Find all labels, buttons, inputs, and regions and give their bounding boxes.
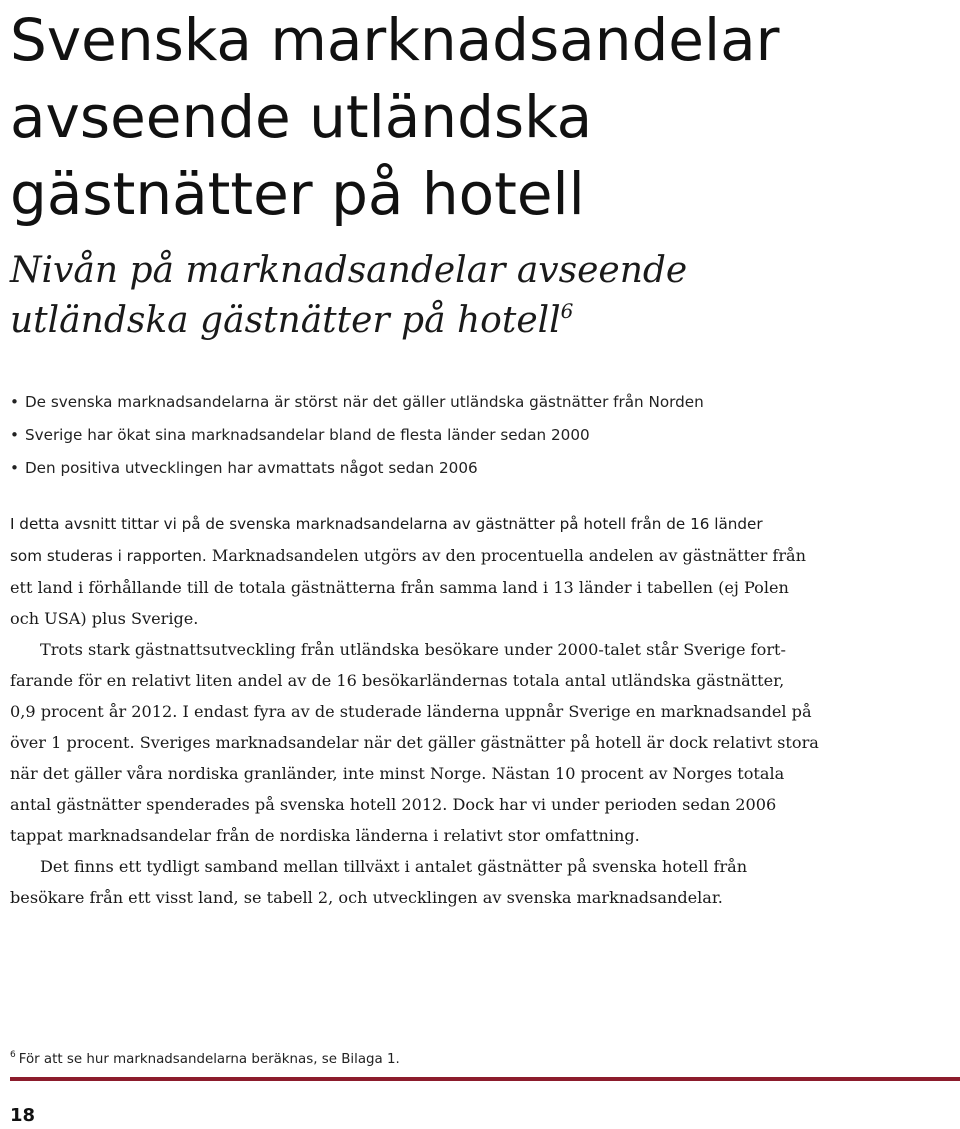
body-line: Det finns ett tydligt samband mellan tillväxt i antalet gästnätter på svenska hotell från (40, 857, 748, 876)
body-line (10, 509, 855, 540)
footnote (10, 1052, 400, 1067)
body-line-text: I detta avsnitt tittar vi på de svenska marknadsandelarna av gästnätter på hotell från de 16 länder (10, 515, 763, 533)
title-line: Svenska marknadsandelar (10, 6, 780, 74)
title-line: avseende utländska (10, 83, 593, 151)
section-subtitle (10, 246, 687, 346)
bullet-item: • Sverige har ökat sina marknadsandelar bland de flesta länder sedan 2000 (10, 419, 704, 452)
summary-bullet-list (10, 386, 704, 485)
page-number: 18 (10, 1105, 36, 1126)
body-line: Trots stark gästnattsutveckling från utländska besökare under 2000-talet står Sverige fort- (40, 640, 786, 659)
subtitle-line-text: utländska gästnätter på hotell (10, 300, 561, 341)
bullet-item: • Den positiva utvecklingen har avmattats något sedan 2006 (10, 452, 704, 485)
body-line: 0,9 procent år 2012. I endast fyra av de studerade länderna uppnår Sverige en marknadsandel på (10, 702, 812, 721)
body-line-text: som studeras i rapporten. (10, 547, 207, 565)
body-line: över 1 procent. Sveriges marknadsandelar när det gäller gästnätter på hotell är dock relativt stora (10, 733, 819, 752)
body-text (10, 509, 855, 913)
subtitle-line (10, 296, 687, 346)
subtitle-line: Nivån på marknadsandelar avseende (10, 250, 688, 291)
body-line (10, 540, 855, 572)
footnote-text: För att se hur marknadsandelarna beräknas, se Bilaga 1. (18, 1052, 400, 1067)
bullet-item: • De svenska marknadsandelarna är störst när det gäller utländska gästnätter från Norden (10, 386, 704, 419)
page-title (10, 2, 779, 233)
footnote-marker: 6 (10, 1050, 16, 1060)
title-line: gästnätter på hotell (10, 160, 585, 228)
footer-rule (10, 1077, 960, 1081)
footnote-reference[interactable]: 6 (560, 299, 574, 323)
body-line: tappat marknadsandelar från de nordiska länderna i relativt stor omfattning. (10, 826, 640, 845)
body-line: när det gäller våra nordiska granländer, inte minst Norge. Nästan 10 procent av Norges totala (10, 764, 785, 783)
body-line: farande för en relativt liten andel av de 16 besökarländernas totala antal utländska gästnätter, (10, 671, 785, 690)
body-line-text: Marknadsandelen utgörs av den procentuella andelen av gästnätter från (206, 546, 807, 565)
body-line: besökare från ett visst land, se tabell 2, och utvecklingen av svenska marknadsandelar. (10, 888, 723, 907)
body-line: antal gästnätter spenderades på svenska hotell 2012. Dock har vi under perioden sedan 2006 (10, 795, 777, 814)
body-line: ett land i förhållande till de totala gästnätterna från samma land i 13 länder i tabellen (ej Polen (10, 578, 789, 597)
body-line: och USA) plus Sverige. (10, 609, 199, 628)
